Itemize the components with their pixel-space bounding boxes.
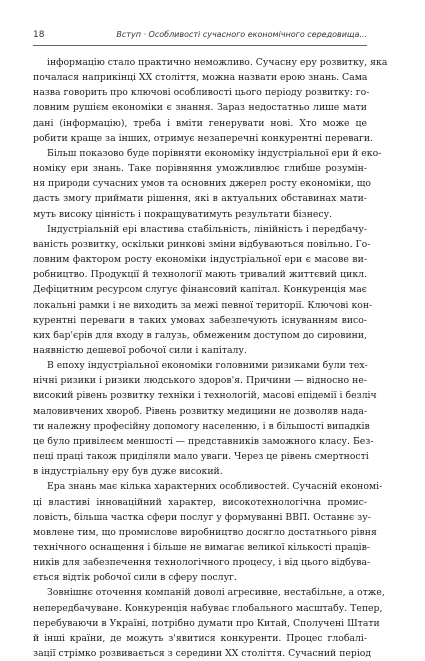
text-line: Дефіцитним ресурсом слугує фінансовий капітал. Конкуренція має (33, 284, 367, 296)
text-line: нічні ризики і ризики людського здоров'я. Причини — відносно не- (33, 375, 367, 387)
text-line: ня природи сучасних умов та основних джерел росту економіки, що (33, 178, 371, 190)
paragraph (33, 146, 382, 222)
text-line: Ера знань має кілька характерних особливостей. Сучасній економі- (47, 481, 383, 493)
text-line: номіку ери знань. Таке порівняння уможливлює глибше розумін- (33, 163, 367, 175)
paragraph (33, 479, 383, 585)
text-line: пеці праці також приділяли мало уваги. Через це рівень смертності (33, 451, 369, 463)
text-line: ці властиві інноваційний характер, високотехнологічна промис- (33, 496, 367, 508)
text-line: назва говорить про ключові особливості цього періоду розвитку: го- (33, 87, 370, 99)
text-line: В епоху індустріальної економіки головними ризиками були тех- (47, 360, 368, 372)
paragraph (33, 358, 377, 479)
text-line: технічного оснащення і більше не вимагає великої кількості праців- (33, 542, 370, 553)
text-line: ти належну професійну допомогу населенню, і в більшості випадків (33, 420, 370, 432)
paragraph (33, 222, 373, 358)
text-line: робити краще за інших, отримує незаперечні конкурентні переваги. (33, 132, 374, 144)
text-line: курентні переваги в таких умовах забезпечують існуванням висо- (33, 314, 367, 326)
text-line: Зовнішнє оточення компаній доволі агресивне, нестабільне, а отже, (47, 587, 385, 599)
page-header (0, 0, 425, 46)
text-line: Більш показово буде порівняти економіку індустріальної ери й еко- (47, 147, 382, 159)
text-line: ловним фактором росту економіки індустріальної ери є масове ви- (33, 254, 367, 266)
text-line: дані (інформацію), треба і вміти генерувати нові. Хто може це (33, 117, 367, 129)
text-line: ваність розвитку, оскільки ринкові зміни відбуваються повільно. Го- (33, 238, 371, 250)
text-line: й інші країни, де можуть з'явитися конкуренти. Процес глобалі- (33, 632, 367, 644)
header-rule (33, 45, 367, 46)
text-line: маловивчених хвороб. Рівень розвитку медицини не дозволяв нада- (33, 405, 368, 417)
text-line: інформацію стало практично неможливо. Сучасну еру розвитку, яка (47, 57, 388, 68)
text-line: ників для забезпечення технологічного процесу, і від цього відбува- (33, 557, 371, 569)
text-line: робництво. Продукції й технології мають тривалий життєвий цикл. (33, 269, 367, 281)
text-line: в індустріальну еру був дуже високий. (33, 466, 223, 478)
text-line: локальні рамки і не виходить за межі певної території. Ключові кон- (33, 299, 373, 311)
body-text (33, 55, 388, 661)
text-line: непередбачуване. Конкуренція набуває глобального масштабу. Тепер, (33, 602, 383, 614)
text-line: перебуваючи в Україні, потрібно думати про Китай, Сполучені Штати (33, 617, 380, 629)
text-line: ловним рушієм економіки є знання. Зараз недостатньо лише мати (33, 102, 367, 114)
text-line: це було привілеєм меншості — представників заможного класу. Без- (33, 435, 374, 447)
paragraph (33, 585, 385, 661)
text-line: ється відтік робочої сили в сферу послуг. (33, 572, 237, 584)
text-line: Індустріальній ері властива стабільність, лінійність і передбачу- (47, 223, 367, 235)
text-line: муть високу цінність і покращуватимуть результати бізнесу. (33, 208, 333, 220)
text-line: почалася наприкінці XX століття, можна назвати ерою знань. Сама (33, 72, 368, 84)
text-line: наявністю дешевої робочої сили і капіталу. (33, 344, 247, 356)
text-line: ловість, більша частка сфери послуг у формуванні ВВП. Останнє зу- (33, 511, 371, 523)
text-line: зації стрімко розвивається з середини XX століття. Сучасний період (33, 648, 372, 660)
running-title: Вступ · Особливості сучасного економічного середовища... (116, 30, 367, 39)
text-line: мовлене тим, що промислове виробництво досягло достатнього рівня (33, 526, 377, 538)
page-number: 18 (33, 30, 45, 40)
paragraph (33, 55, 388, 146)
text-line: ких бар'єрів для входу в галузь, обмеженим доступом до сировини, (33, 329, 367, 341)
text-line: високий рівень розвитку техніки і технологій, масові епідемії і безліч (33, 390, 377, 402)
text-line: дасть змогу приймати рішення, які в актуальних обставинах мати- (33, 193, 367, 205)
